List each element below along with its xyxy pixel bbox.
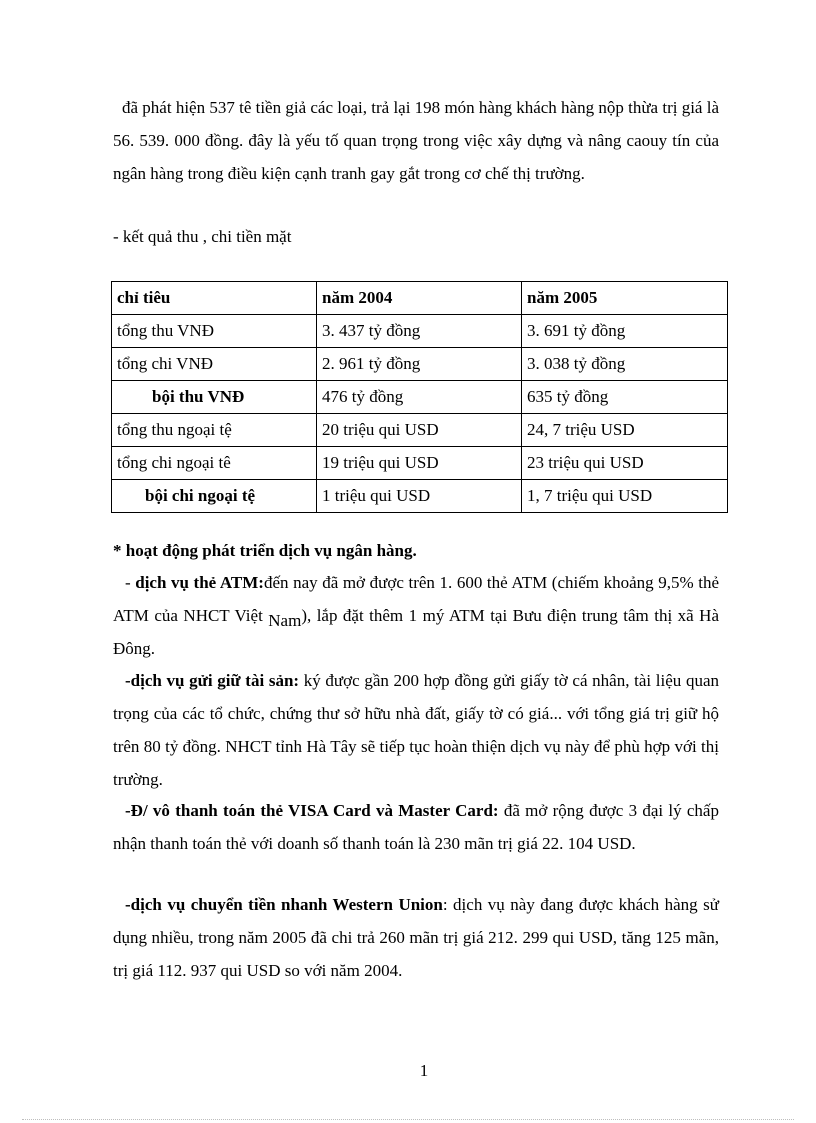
money-transfer-service-title: -dịch vụ chuyển tiền nhanh Western Union	[125, 895, 443, 914]
cash-flow-table	[111, 281, 728, 513]
table-row	[112, 381, 728, 414]
table-cell: bội chi ngoại tệ	[112, 480, 317, 513]
page-number: 1	[419, 1061, 429, 1080]
intro-paragraph: đã phát hiện 537 tê tiền giả các loại, trả lại 198 món hàng khách hàng nộp thừa trị giá là 56. 539. 000 đồng. đây là yếu tố quan trọng trong việc xây dựng và nâng caouy tín của ngân hàng trong điều kiện cạnh tranh gay gắt trong cơ chế thị trường.	[113, 98, 719, 183]
table-row	[112, 315, 728, 348]
table-cell: 20 triệu qui USD	[317, 414, 522, 447]
table-cell: 1 triệu qui USD	[317, 480, 522, 513]
card-payment-service-paragraph	[113, 794, 719, 860]
section-heading: * hoạt động phát triển dịch vụ ngân hàng.	[113, 541, 417, 560]
table-header-row	[112, 282, 728, 315]
table-header-cell: chỉ tiêu	[112, 282, 317, 315]
table-caption: - kết quả thu , chi tiền mặt	[113, 227, 292, 246]
table-cell: tổng chi ngoại tê	[112, 447, 317, 480]
safekeeping-service-title: -dịch vụ gửi giữ tài sản:	[125, 671, 300, 690]
page-bottom-divider	[22, 1119, 794, 1120]
table-row	[112, 414, 728, 447]
atm-service-paragraph	[113, 566, 719, 665]
table-cell: tổng thu ngoại tệ	[112, 414, 317, 447]
atm-service-body-end: ), lắp đặt thêm 1 mý ATM tại Bưu điện trung tâm thị xã Hà Đông.	[113, 606, 719, 658]
money-transfer-service-body: : dịch vụ này đang được khách hàng sử dụng nhiều, trong năm 2005 đã chi trả 260 mãn trị giá 212. 299 qui USD, tăng 125 mãn, trị giá 112. 937 qui USD so với năm 2004.	[113, 895, 719, 980]
table-header-cell: năm 2005	[522, 282, 728, 315]
table-cell: 24, 7 triệu USD	[522, 414, 728, 447]
money-transfer-service-paragraph	[113, 888, 719, 987]
table-cell: 3. 691 tỷ đồng	[522, 315, 728, 348]
safekeeping-service-body: ký được gần 200 hợp đồng gửi giấy tờ cá nhân, tài liệu quan trọng của các tổ chức, chứng thư sở hữu nhà đất, giấy tờ có giá... với tổng giá trị giữ hộ trên 80 tỷ đồng. NHCT tỉnh Hà Tây sẽ tiếp tục hoàn thiện dịch vụ này để phù hợp với thị trường.	[113, 671, 719, 789]
table-cell: 19 triệu qui USD	[317, 447, 522, 480]
card-payment-service-body: đã mở rộng được 3 đại lý chấp nhận thanh toán thẻ với doanh số thanh toán là 230 mãn trị giá 22. 104 USD.	[113, 801, 719, 853]
atm-service-body: đến nay đã mở được trên 1. 600 thẻ ATM (chiếm khoảng 9,5% thẻ ATM của NHCT Việt	[113, 573, 719, 625]
table-row	[112, 480, 728, 513]
table-cell: 23 triệu qui USD	[522, 447, 728, 480]
safekeeping-service-paragraph	[113, 664, 719, 796]
table-cell: 476 tỷ đồng	[317, 381, 522, 414]
table-cell: bội thu VNĐ	[112, 381, 317, 414]
table-cell: tổng chi VNĐ	[112, 348, 317, 381]
atm-service-title: dịch vụ thẻ ATM:	[135, 573, 264, 592]
card-payment-service-title: -Đ/ vô thanh toán thẻ VISA Card và Master Card:	[125, 801, 499, 820]
table-cell: tổng thu VNĐ	[112, 315, 317, 348]
table-cell: 3. 038 tỷ đồng	[522, 348, 728, 381]
table-row	[112, 447, 728, 480]
table-row	[112, 348, 728, 381]
atm-lead: -	[125, 573, 136, 592]
table-cell: 1, 7 triệu qui USD	[522, 480, 728, 513]
table-cell: 3. 437 tỷ đồng	[317, 315, 522, 348]
table-cell: 635 tỷ đồng	[522, 381, 728, 414]
table-header-cell: năm 2004	[317, 282, 522, 315]
table-cell: 2. 961 tỷ đồng	[317, 348, 522, 381]
atm-service-body-sub: Nam	[268, 611, 302, 630]
